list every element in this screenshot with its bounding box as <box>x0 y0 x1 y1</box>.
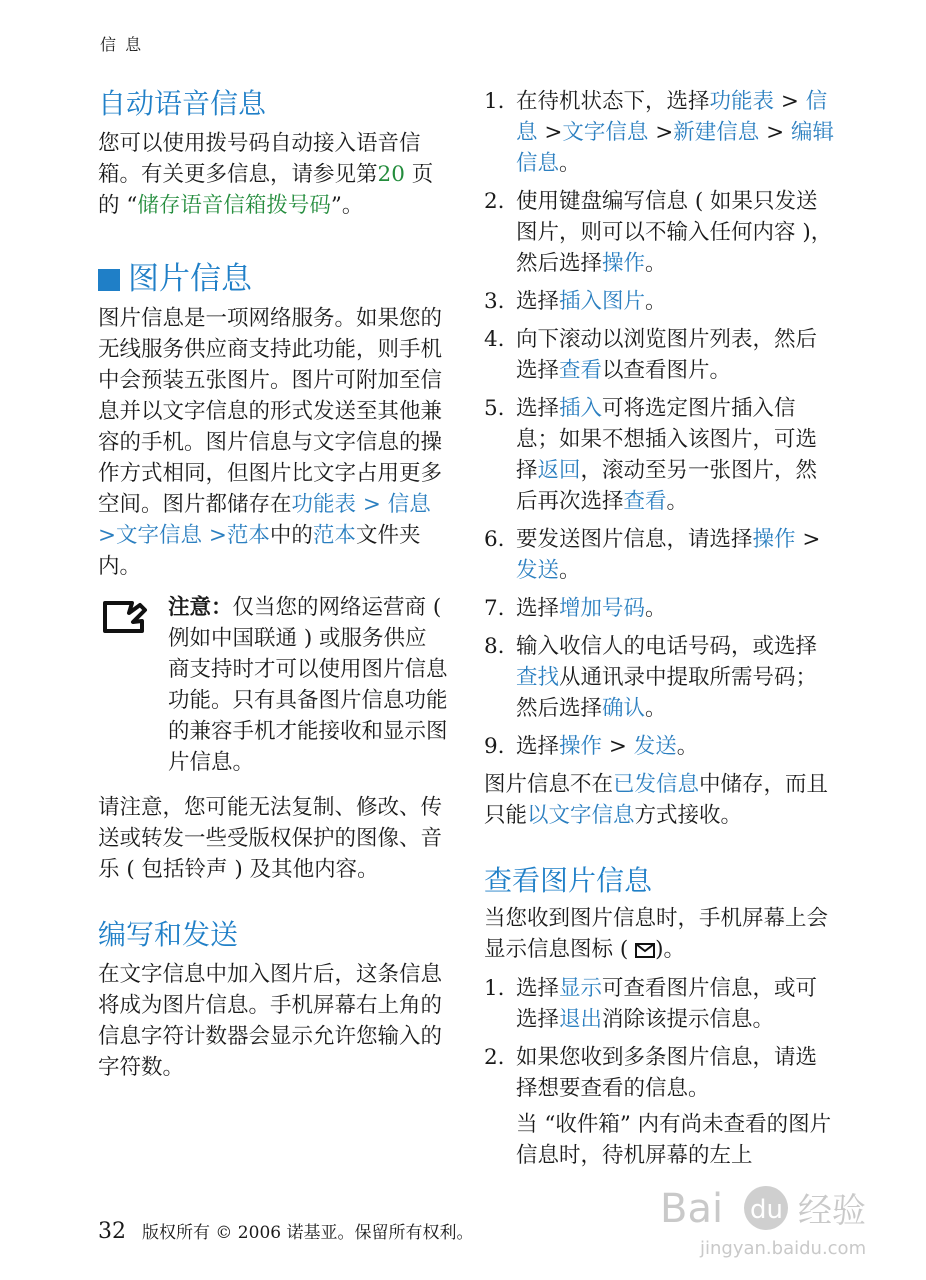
step-text: 消除该提示信息。 <box>602 1007 775 1032</box>
paragraph-inbox: 当 “收件箱” 内有尚未查看的图片信息时，待机屏幕的左上 <box>516 1112 832 1168</box>
separator: > <box>202 523 227 548</box>
text: 方式接收。 <box>634 803 743 828</box>
menu-link[interactable]: 范本 <box>312 523 356 548</box>
separator: > <box>356 492 388 517</box>
menu-link[interactable]: 范本 <box>226 523 270 548</box>
step-number: 4. <box>484 327 505 352</box>
step-number: 9. <box>484 734 505 759</box>
step-text: 要发送图片信息，请选择 <box>516 527 753 552</box>
step-number: 5. <box>484 396 505 421</box>
step-text: > <box>602 734 634 759</box>
step-item <box>484 973 834 1035</box>
step-text: 。 <box>645 696 667 721</box>
text: 中储存，而且只能 <box>484 772 829 828</box>
note-label: 注意： <box>168 595 233 620</box>
step-text: 选择 <box>516 734 560 759</box>
step-text: 。 <box>645 289 667 314</box>
step-text: 。 <box>559 558 581 583</box>
step-text: 可查看图片信息，或可选择 <box>516 976 818 1032</box>
step-number: 3. <box>484 289 505 314</box>
step-item <box>484 731 834 762</box>
menu-link[interactable]: 插入图片 <box>559 289 646 314</box>
text: 中的 <box>269 523 313 548</box>
menu-link[interactable]: 功能表 <box>709 89 775 114</box>
separator: > <box>98 523 117 548</box>
step-number: 1. <box>484 976 505 1001</box>
heading-view-picture: 查看图片信息 <box>484 864 653 897</box>
paragraph-view-intro <box>484 903 834 965</box>
menu-link[interactable]: 文字信息 <box>562 120 649 145</box>
step-item <box>484 86 834 179</box>
step-number: 2. <box>484 1045 505 1070</box>
menu-link[interactable]: 已发信息 <box>613 772 700 797</box>
step-item <box>484 186 834 279</box>
step-number: 6. <box>484 527 505 552</box>
step-item <box>484 324 834 386</box>
step-item <box>484 631 834 724</box>
text: ”。 <box>330 193 364 218</box>
paragraph-auto-voice <box>98 128 448 221</box>
paragraph-compose: 在文字信息中加入图片后，这条信息将成为图片信息。手机屏幕右上角的信息字符计数器会显示允许您输入的字符数。 <box>98 962 443 1080</box>
step-item <box>484 393 834 517</box>
menu-link[interactable]: 操作 <box>752 527 796 552</box>
paragraph-after-steps <box>484 769 834 831</box>
menu-link[interactable]: 查看 <box>559 358 603 383</box>
step-text: 。 <box>559 151 581 176</box>
right-column <box>484 86 834 1171</box>
page-footer <box>98 1218 473 1244</box>
menu-link[interactable]: 增加号码 <box>559 596 646 621</box>
page-ref[interactable]: 20 <box>377 162 405 187</box>
menu-link[interactable]: 返回 <box>537 458 581 483</box>
note-text: 仅当您的网络运营商 ( 例如中国联通 ) 或服务供应商支持时才可以使用图片信息功能。只有具备图片信息功能的兼容手机才能接收和显示图片信息。 <box>168 595 448 775</box>
paragraph-copyright: 请注意，您可能无法复制、修改、传送或转发一些受版权保护的图像、音乐 ( 包括铃声 ) 及其他内容。 <box>98 795 443 882</box>
step-item <box>484 286 834 317</box>
menu-link[interactable]: 查找 <box>516 665 560 690</box>
step-text: 如果您收到多条图片信息，请选择想要查看的信息。 <box>516 1045 818 1101</box>
step-text: 以查看图片。 <box>602 358 732 383</box>
step-item <box>484 524 834 586</box>
page-header: 信 息 <box>100 35 144 54</box>
step-text: > <box>795 527 821 552</box>
text: 您可以使用拨号码自动接入语音信箱。有关更多信息，请参见第 <box>98 131 421 187</box>
paragraph-picture-intro <box>98 303 448 582</box>
step-text: 选择 <box>516 396 560 421</box>
step-text: 选择 <box>516 976 560 1001</box>
menu-link[interactable]: 操作 <box>602 251 646 276</box>
heading-text: 图片信息 <box>128 261 252 297</box>
baidu-watermark <box>640 1150 920 1270</box>
watermark-logo-jingyan: 经验 <box>798 1191 866 1231</box>
menu-link[interactable]: 查看 <box>623 489 667 514</box>
menu-link[interactable]: 信息 <box>516 89 828 145</box>
menu-link[interactable]: 信息 <box>387 492 431 517</box>
step-text: ，滚动至另一张图片，然后再次选择 <box>516 458 818 514</box>
step-number: 8. <box>484 634 505 659</box>
menu-link[interactable]: 退出 <box>559 1007 603 1032</box>
menu-link[interactable]: 编辑信息 <box>516 120 834 176</box>
step-text: 。 <box>645 596 667 621</box>
text: 页的 “ <box>98 162 434 218</box>
steps-list <box>484 86 834 762</box>
note-pencil-icon <box>102 600 148 634</box>
menu-link[interactable]: 插入 <box>559 396 603 421</box>
step-text: 输入收信人的电话号码，或选择 <box>516 634 818 659</box>
step-item <box>484 1042 834 1104</box>
text: 图片信息不在 <box>484 772 614 797</box>
step-number: 1. <box>484 89 505 114</box>
step-text: > <box>648 120 674 145</box>
page-number: 32 <box>98 1219 126 1244</box>
step-text: > <box>537 120 563 145</box>
menu-link[interactable]: 显示 <box>559 976 603 1001</box>
copyright-text: 版权所有 © 2006 诺基亚。保留所有权利。 <box>142 1223 474 1243</box>
view-steps-list <box>484 973 834 1104</box>
menu-link[interactable]: 发送 <box>633 734 677 759</box>
menu-link[interactable]: 以文字信息 <box>527 803 635 828</box>
text: )。 <box>655 937 685 962</box>
note-box <box>98 592 448 778</box>
menu-link[interactable]: 操作 <box>559 734 603 759</box>
menu-link[interactable]: 确认 <box>602 696 646 721</box>
heading-auto-voice: 自动语音信息 <box>98 87 267 120</box>
step-text: 从通讯录中提取所需号码；然后选择 <box>516 665 818 721</box>
step-text: 向下滚动以浏览图片列表，然后选择 <box>516 327 818 383</box>
menu-link[interactable]: 文字信息 <box>116 523 203 548</box>
text: 文件夹内。 <box>98 523 421 579</box>
step-number: 2. <box>484 189 505 214</box>
menu-link[interactable]: 新建信息 <box>673 120 760 145</box>
text: 图片信息是一项网络服务。如果您的无线服务供应商支持此功能，则手机中会预装五张图片。图片可附加至信息并以文字信息的形式发送至其他兼容的手机。图片信息与文字信息的操作方式相同，但图片比文字占用更多空间。图片都储存在 <box>98 306 443 517</box>
step-text: 在待机状态下，选择 <box>516 89 710 114</box>
text: 当您收到图片信息时，手机屏幕上会显示信息图标 ( <box>484 906 829 962</box>
step-text: > <box>759 120 791 145</box>
step-text: > <box>774 89 806 114</box>
step-text: 可将选定图片插入信息；如果不想插入该图片，可选择 <box>516 396 818 483</box>
step-item <box>484 593 834 624</box>
menu-link[interactable]: 发送 <box>516 558 560 583</box>
step-text: 。 <box>645 251 667 276</box>
menu-link[interactable]: 功能表 <box>291 492 357 517</box>
watermark-logo-du: du <box>750 1195 783 1225</box>
step-number: 7. <box>484 596 505 621</box>
square-bullet-icon <box>98 269 120 291</box>
left-column <box>98 84 448 1083</box>
step-text: 。 <box>666 489 689 514</box>
heading-picture-message <box>98 257 448 301</box>
step-text: 选择 <box>516 289 560 314</box>
step-text: 选择 <box>516 596 560 621</box>
cross-reference-link[interactable]: 储存语音信箱拨号码 <box>137 193 331 218</box>
watermark-logo: Bai <box>660 1186 724 1232</box>
envelope-icon <box>635 943 655 958</box>
step-text: 使用键盘编写信息 ( 如果只发送图片，则可以不输入任何内容 )，然后选择 <box>516 189 833 276</box>
watermark-url: jingyan.baidu.com <box>700 1238 867 1259</box>
step-text: 。 <box>676 734 699 759</box>
heading-compose-send: 编写和发送 <box>98 918 239 951</box>
